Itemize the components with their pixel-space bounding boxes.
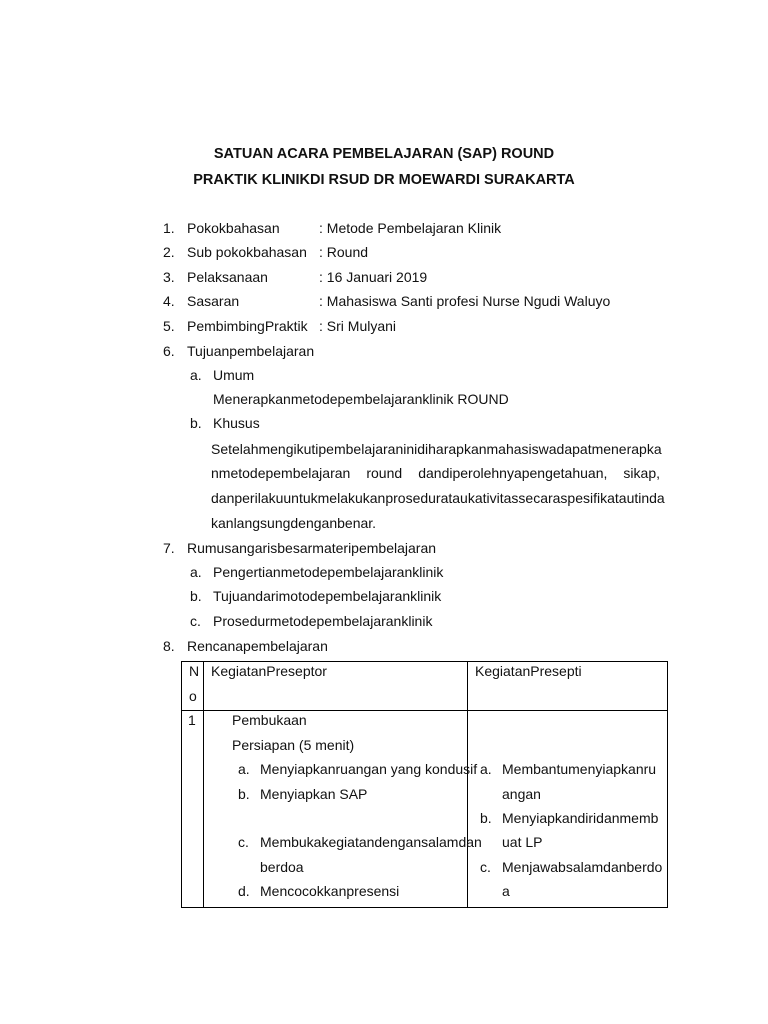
header-preseptor: KegiatanPreseptor <box>211 663 327 679</box>
document-title: SATUAN ACARA PEMBELAJARAN (SAP) ROUND <box>213 146 555 162</box>
item-number: 5. <box>163 318 175 334</box>
header-preseptor-cell <box>204 662 468 711</box>
document-subtitle: PRAKTIK KLINIKDI RSUD DR MOEWARDI SURAKARTA <box>193 172 575 188</box>
section-label: Rumusangarisbesarmateripembelajaran <box>187 540 437 556</box>
item-number: 8. <box>163 638 175 654</box>
table-row <box>182 711 668 908</box>
sub-letter: c. <box>480 859 491 875</box>
header-no-line2: o <box>189 688 197 704</box>
header-no-line1: N <box>189 663 200 679</box>
sub-letter: a. <box>190 564 202 580</box>
item-number: 2. <box>163 244 175 260</box>
sub-letter: b. <box>190 588 202 604</box>
sub-text: Prosedurmetodepembelajaranklinik <box>213 613 433 629</box>
lesson-plan-table <box>181 661 668 908</box>
paragraph-line: nmetodepembelajaran round dandiperolehnyapengetahuan, sikap, <box>211 465 660 481</box>
sub-letter: b. <box>190 415 202 431</box>
sub-letter: b. <box>480 810 492 826</box>
sub-letter: a. <box>190 367 202 383</box>
item-value: : Sri Mulyani <box>319 318 397 334</box>
sub-letter: a. <box>238 761 250 777</box>
row-preseptor-cell <box>204 711 482 908</box>
item-label: Pokokbahasan <box>187 220 280 236</box>
table-header-row <box>182 662 668 711</box>
row-title: Pembukaan <box>232 712 307 728</box>
header-presepti: KegiatanPresepti <box>475 663 582 679</box>
row-presepti-cell <box>468 711 668 908</box>
sub-label: Khusus <box>213 415 260 431</box>
item-value: : Metode Pembelajaran Klinik <box>319 220 502 236</box>
item-value: : 16 Januari 2019 <box>319 269 428 285</box>
item-label: Sub pokokbahasan <box>187 244 307 260</box>
paragraph-line: Setelahmengikutipembelajaraninidiharapkanmahasiswadapatmenerapka <box>211 441 662 457</box>
activity-text: Menyiapkan SAP <box>260 786 368 802</box>
activity-text: Mencocokkanpresensi <box>260 883 400 899</box>
header-no-cell <box>182 662 204 711</box>
sub-text: Pengertianmetodepembelajaranklinik <box>213 564 444 580</box>
item-value: : Mahasiswa Santi profesi Nurse Ngudi Waluyo <box>319 293 611 309</box>
sub-letter: d. <box>238 883 250 899</box>
paragraph-line: danperilakuuntukmelakukanprosedurataukativitassecaraspesifikatautinda <box>211 490 665 506</box>
item-number: 3. <box>163 269 175 285</box>
header-presepti-cell <box>468 662 668 711</box>
item-number: 4. <box>163 293 175 309</box>
item-value: : Round <box>319 244 369 260</box>
item-number: 7. <box>163 540 175 556</box>
section-label: Rencanapembelajaran <box>187 638 328 654</box>
item-number: 6. <box>163 343 175 359</box>
activity-text: Membantumenyiapkanru <box>502 761 657 777</box>
item-label: Sasaran <box>187 293 240 309</box>
row-number: 1 <box>188 712 196 728</box>
activity-text: Membukakegiatandengansalamdan <box>260 834 482 850</box>
activity-text: Menyiapkanruangan yang kondusif <box>260 761 478 777</box>
row-no-cell <box>182 711 204 908</box>
sub-letter: c. <box>190 613 201 629</box>
activity-text: Menjawabsalamdanberdo <box>502 859 663 875</box>
sub-letter: c. <box>238 834 249 850</box>
section-label: Tujuanpembelajaran <box>187 343 315 359</box>
activity-text: berdoa <box>260 859 304 875</box>
activity-text: a <box>502 883 510 899</box>
row-subtitle: Persiapan (5 menit) <box>232 737 355 753</box>
item-number: 1. <box>163 220 175 236</box>
activity-text: Menyiapkandiridanmemb <box>502 810 659 826</box>
paragraph-line: kanlangsungdenganbenar. <box>211 515 377 531</box>
paragraph-line: Menerapkanmetodepembelajaranklinik ROUND <box>213 391 509 407</box>
activity-text: angan <box>502 786 541 802</box>
sub-label: Umum <box>213 367 255 383</box>
sub-text: Tujuandarimotodepembelajaranklinik <box>213 588 442 604</box>
activity-text: uat LP <box>502 834 543 850</box>
item-label: PembimbingPraktik <box>187 318 308 334</box>
item-label: Pelaksanaan <box>187 269 268 285</box>
sub-letter: b. <box>238 786 250 802</box>
sub-letter: a. <box>480 761 492 777</box>
